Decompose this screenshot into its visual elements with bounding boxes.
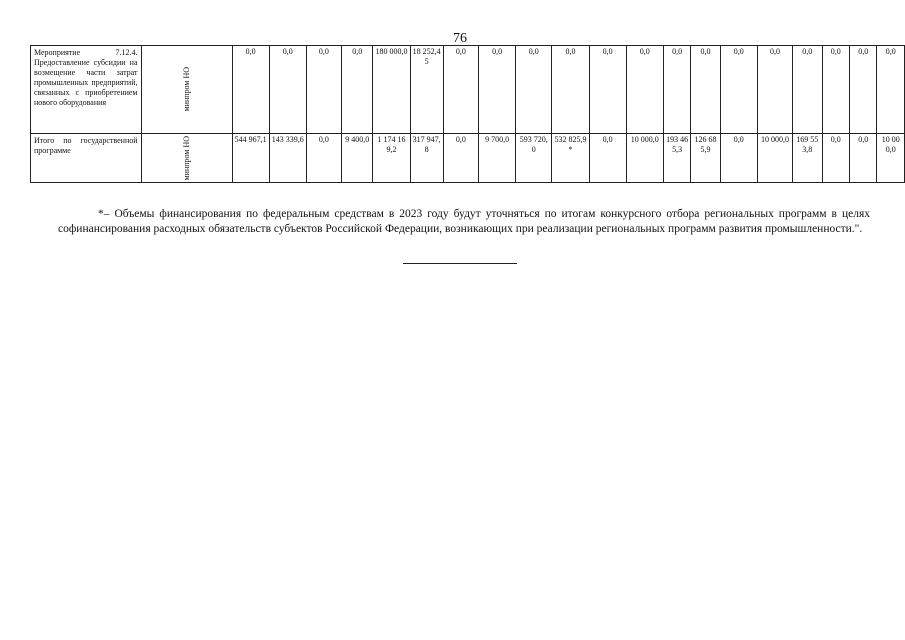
responsible-cell [141,134,232,183]
value-cell: 10 000,0 [757,134,792,183]
value-cell: 9 700,0 [479,134,516,183]
value-cell: 1 174 169,2 [373,134,410,183]
value-cell: 180 000,0 [373,46,410,134]
responsible-cell [141,46,232,134]
value-cell: 0,0 [757,46,792,134]
value-cell: 0,0 [552,46,589,134]
value-cell: 18 252,45 [410,46,443,134]
value-cell: 0,0 [589,46,626,134]
value-cell: 0,0 [663,46,690,134]
financing-table [30,45,905,183]
closing-rule [403,263,517,264]
value-cell: 0,0 [877,46,905,134]
value-cell: 9 400,0 [342,134,373,183]
row-description: Мероприятие 7.12.4. Предоставление субсидии на возмещение части затрат промышленных предприятий, связанных с приобретением нового оборудования [31,46,142,134]
value-cell: 193 465,3 [663,134,690,183]
value-cell: 0,0 [232,46,269,134]
value-cell: 0,0 [516,46,552,134]
footnote: *– Объемы финансирования по федеральным средствам в 2023 году будут уточняться по итогам конкурсного отбора региональных программ в целях софинансирования расходных обязательств субъектов Российской Федерации, возникающих при реализации региональных программ развития промышленности.". [58,208,870,235]
value-cell: 0,0 [342,46,373,134]
value-cell: 10 000,0 [626,134,663,183]
value-cell: 169 553,8 [793,134,822,183]
value-cell: 0,0 [479,46,516,134]
page-number: 76 [453,31,467,46]
table-row [31,46,905,134]
value-cell: 0,0 [589,134,626,183]
value-cell: 0,0 [720,134,757,183]
value-cell: 0,0 [822,46,849,134]
value-cell: 0,0 [793,46,822,134]
row-description: Итого по государственной программе [31,134,142,183]
table-row [31,134,905,183]
value-cell: 0,0 [443,46,478,134]
value-cell: 0,0 [720,46,757,134]
value-cell: 0,0 [306,134,341,183]
value-cell: 126 685,9 [691,134,720,183]
value-cell: 317 947,8 [410,134,443,183]
value-cell: 10 000,0 [877,134,905,183]
value-cell: 0,0 [822,134,849,183]
responsible-label: минпром НО [181,67,191,112]
value-cell: 544 967,1 [232,134,269,183]
value-cell: 0,0 [626,46,663,134]
responsible-label: минпром НО [181,135,191,181]
value-cell: 0,0 [443,134,478,183]
value-cell: 0,0 [306,46,341,134]
value-cell: 532 825,9 * [552,134,589,183]
value-cell: 0,0 [849,134,876,183]
value-cell: 0,0 [691,46,720,134]
value-cell: 143 339,6 [269,134,306,183]
value-cell: 0,0 [269,46,306,134]
value-cell: 0,0 [849,46,876,134]
value-cell: 593 720,0 [516,134,552,183]
